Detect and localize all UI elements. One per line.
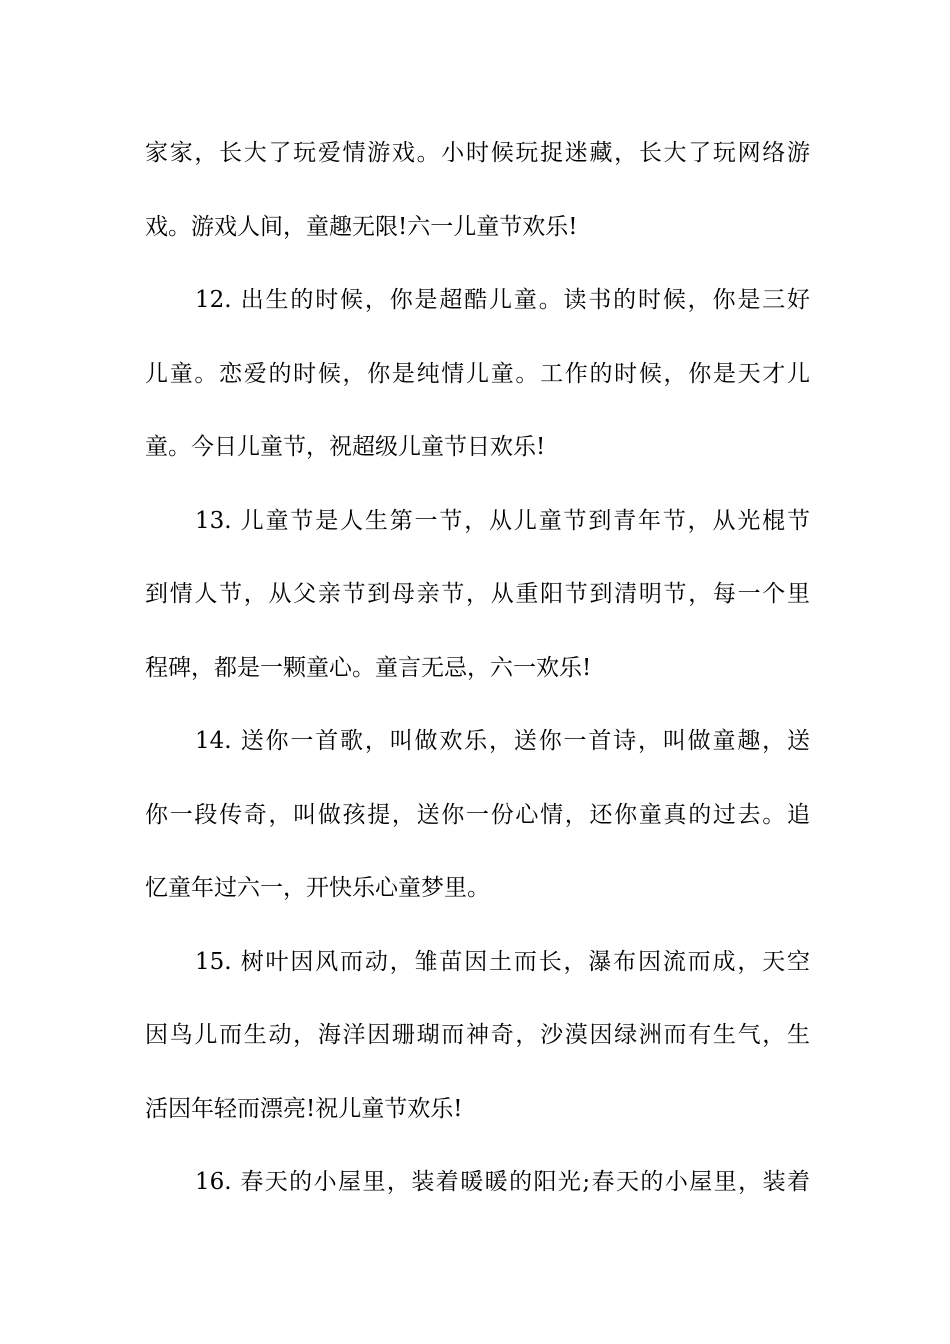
text-line: 忆童年过六一，开快乐心童梦里。 [145,875,490,901]
text-line: 戏。游戏人间，童趣无限!六一儿童节欢乐! [145,213,578,240]
text-line: 12. 出生的时候，你是超酷儿童。读书的时候，你是三好 [195,287,810,313]
text-line: 13. 儿童节是人生第一节，从儿童节到青年节，从光棍节 [195,507,810,534]
text-line: 因鸟儿而生动，海洋因珊瑚而神奇，沙漠因绿洲而有生气，生 [145,1022,810,1048]
document-body [145,133,810,1236]
text-line: 程碑，都是一颗童心。童言无忌，六一欢乐! [145,654,592,681]
text-line: 你一段传奇，叫做孩提，送你一份心情，还你童真的过去。追 [145,801,810,828]
text-line: 家家，长大了玩爱情游戏。小时候玩捉迷藏，长大了玩网络游 [145,140,810,166]
text-line: 16. 春天的小屋里，装着暖暖的阳光;春天的小屋里，装着 [195,1169,810,1195]
text-line: 到情人节，从父亲节到母亲节，从重阳节到清明节，每一个里 [145,581,810,607]
text-line: 14. 送你一首歌，叫做欢乐，送你一首诗，叫做童趣，送 [195,728,810,754]
text-line: 15. 树叶因风而动，雏苗因土而长，瀑布因流而成，天空 [195,948,810,975]
text-line: 童。今日儿童节，祝超级儿童节日欢乐! [145,434,546,460]
text-line: 活因年轻而漂亮!祝儿童节欢乐! [145,1095,463,1122]
text-line: 儿童。恋爱的时候，你是纯情儿童。工作的时候，你是天才儿 [145,360,810,387]
